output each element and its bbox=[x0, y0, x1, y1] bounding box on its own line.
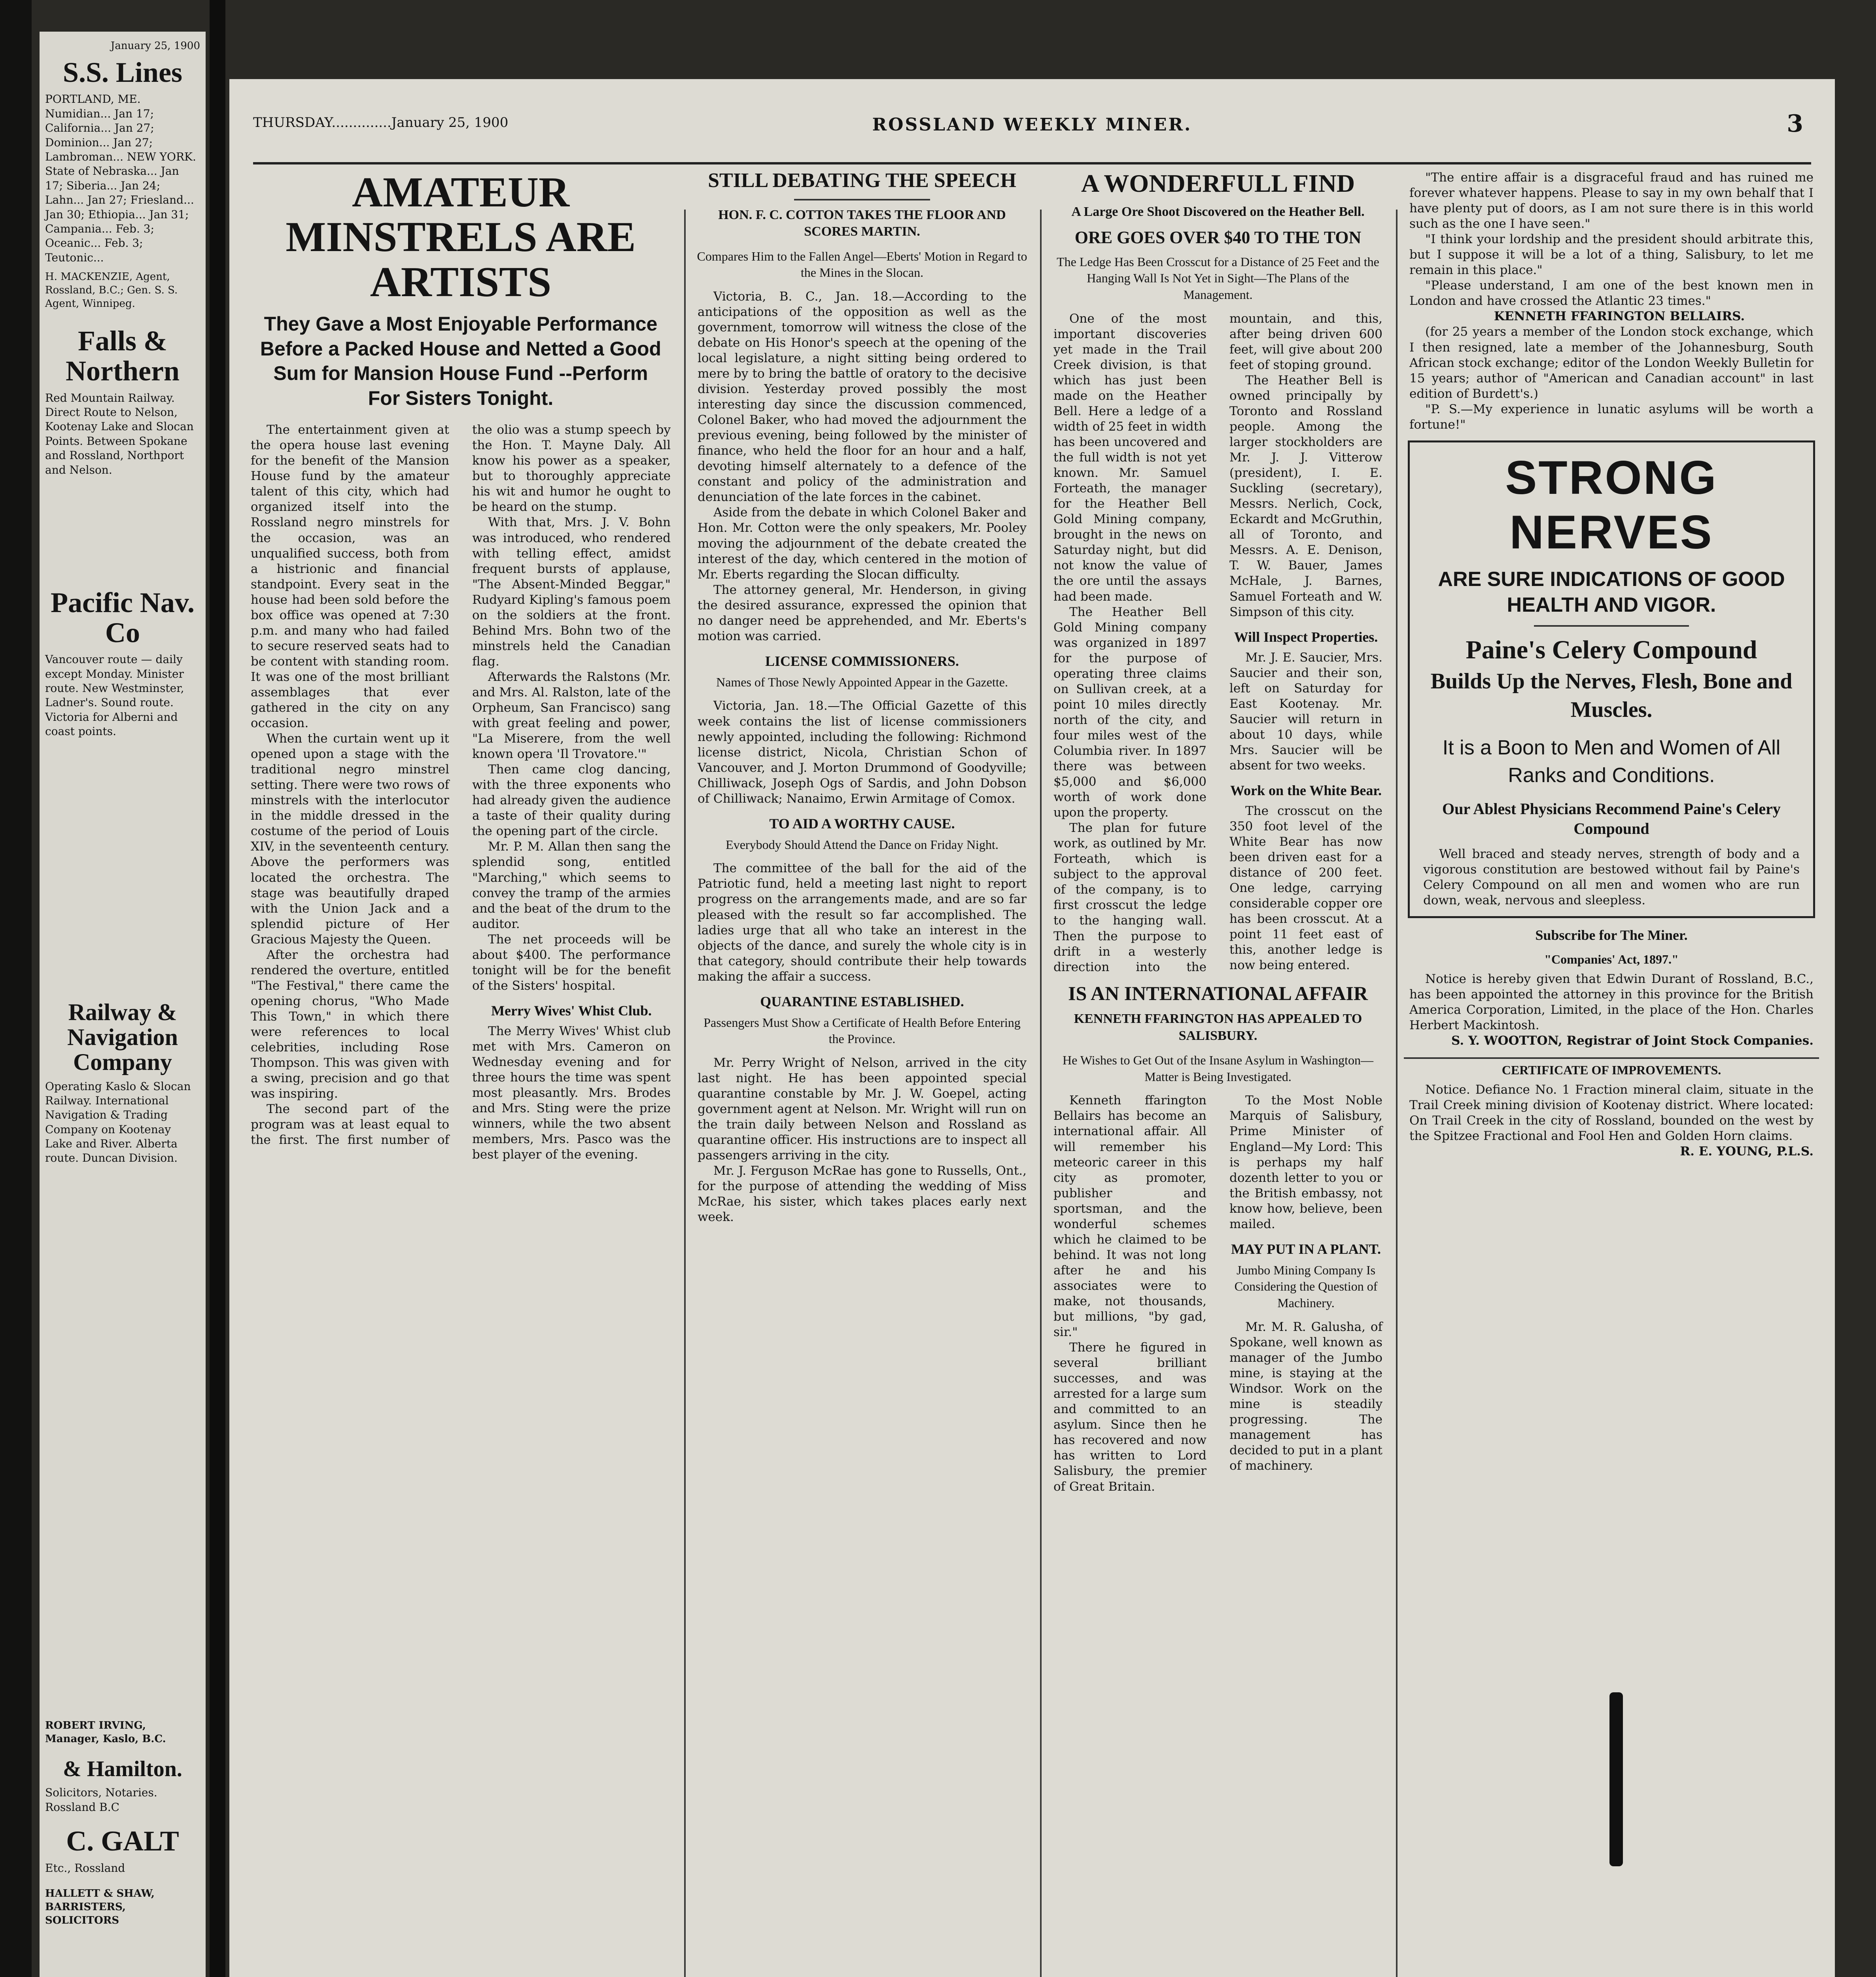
left-law-text: Solicitors, Notaries. Rossland B.C bbox=[45, 1786, 157, 1814]
subhead-inspect-properties: Will Inspect Properties. bbox=[1234, 629, 1378, 645]
masthead bbox=[253, 103, 1811, 164]
subscribe-line: Subscribe for The Miner. bbox=[1535, 927, 1688, 943]
left-page bbox=[40, 32, 206, 1977]
subhead-white-bear: Work on the White Bear. bbox=[1230, 782, 1382, 798]
article-paragraph: One of the most important discoveries yet made in the Trail Creek division, is that which has just been made on the Heather Bell. Here a ledge of a width of 25 feet in width has been uncovered and the full width is not yet known. Mr. Samuel Forteath, the manager for the Heather Bell Gold Mining company, brought in the news on Saturday night, but did not know the value of the ore until the assays had been made. bbox=[1053, 311, 1207, 604]
left-northern-head: Falls & Northern bbox=[66, 325, 180, 387]
ad-body: Well braced and steady nerves, strength of body and a vigorous constitution are bestowed without fail by Paine's Celery Compound on all men and women who are run down, weak, nervous and sleepless. bbox=[1423, 847, 1800, 907]
subhead-deck: Passengers Must Show a Certificate of Health Before Entering the Province. bbox=[704, 1015, 1021, 1046]
left-northern-text: Red Mountain Railway. Direct Route to Nelson, Kootenay Lake and Slocan Points. Between Spokane and Rossland, Northport and Nelson. bbox=[45, 391, 194, 476]
page-binding-gutter bbox=[210, 0, 225, 1977]
left-pacific-text: Vancouver route — daily except Monday. Minister route. New Westminster, Ladner's. Sound route. Victoria for Alberni and coast points. bbox=[45, 653, 184, 738]
article-deck: They Gave a Most Enjoyable Performance Before a Packed House and Netted a Good Sum for Mansion House Fund --Perform For Sisters Tonight. bbox=[260, 313, 662, 409]
article-paragraph: Mr. P. M. Allan then sang the splendid song, entitled "Marching," which seems to convey the tramp of the armies and the beat of the drum to the auditor. bbox=[472, 839, 671, 931]
article-paragraph: With that, Mrs. J. V. Bohn was introduced, who rendered with telling effect, amidst frequent bursts of applause, "The Absent-Minded Beggar," Rudyard Kipling's famous poem on the soldiers at the front. Behind Mrs. Bohn two of the minstrels held the Canadian flag. bbox=[472, 515, 671, 669]
ad-product-name: Paine's Celery Compound bbox=[1466, 635, 1757, 664]
article-paragraph: There he figured in several brilliant successes, and was arrested for a large sum and committed to an asylum. Since then he has recovered and now has written to Lord Salisbury, the premier of Great Britain. bbox=[1053, 1340, 1207, 1494]
binder-clip bbox=[1609, 1692, 1623, 1866]
column-rule bbox=[1396, 210, 1398, 1977]
article-paragraph: Afterwards the Ralstons (Mr. and Mrs. Al. Ralston, late of the Orpheum, San Francisco) sang with great feeling and power, "La Miserere, from the well known opera 'Il Trovatore.'" bbox=[472, 669, 671, 762]
article-amateur-minstrels bbox=[245, 170, 676, 1977]
article-paragraph: Then came clog dancing, with the three exponents who had already given the audience a taste of their quality during the opening part of the circle. bbox=[472, 762, 671, 839]
article-paragraph: The entertainment given at the opera house last evening for the benefit of the Mansion House fund by the amateur talent of this city, which had organized itself into the Rossland negro minstrels for the occasion, was an unqualified success, both from a histrionic and financial standpoint. Every seat in the house had been sold before the box office was opened at 7:30 p.m. and many who had failed to secure reserved seats had to be content with standing room. It was one of the most brilliant assemblages that ever gathered in the city on any occasion. bbox=[251, 423, 449, 731]
subhead-quarantine: QUARANTINE ESTABLISHED. bbox=[760, 993, 964, 1009]
left-hallett: HALLETT & SHAW, BARRISTERS, SOLICITORS bbox=[45, 1888, 155, 1926]
article-paragraph: The plan for future work, as outlined by Mr. Forteath, which is subject to the approval of the company, is to first crosscut the ledge to the hanging wall. Then the purpose to drift in a westerly direction into the mountain, and this, after being driven 600 feet, will give about 200 feet of stoping ground. bbox=[1053, 311, 1382, 974]
subhead-worthy-cause: TO AID A WORTHY CAUSE. bbox=[769, 815, 955, 832]
masthead-page-number: 3 bbox=[1787, 110, 1803, 138]
article-headline-international: IS AN INTERNATIONAL AFFAIR bbox=[1068, 982, 1368, 1004]
article-headline-secondary: ORE GOES OVER $40 TO THE TON bbox=[1074, 227, 1362, 247]
article-paragraph: Aside from the debate in which Colonel Baker and Hon. Mr. Cotton were the only speakers, Mr. Pooley moving the adjournment of the debate created the interest of the day, which centered in the motion of Mr. Eberts regarding the Slocan difficulty. bbox=[698, 505, 1027, 582]
left-irving: ROBERT IRVING, Manager, Kaslo, B.C. bbox=[45, 1719, 166, 1745]
article-paragraph: Victoria, B. C., Jan. 18.—According to the anticipations of the opposition as well as the government, tomorrow will witness the close of the debate on His Honor's speech at the opening of the local legislature, a night sitting being ordered to mere by to bring the battle of oratory to the decisive division. Yesterday proved possibly the most interesting day since the discussion commenced, Colonel Baker, who had moved the adjournment the previous evening, being followed by the minister of finance, who held the floor for an hour and a half, devoting himself alternately to a defence of the constant and policy of the administration and denunciation of the late forces in the cabinet. bbox=[698, 289, 1027, 505]
scan-edge-left bbox=[0, 0, 32, 1977]
article-paragraph: Mr. J. Ferguson McRae has gone to Russells, Ont., for the purpose of attending the wedding of Miss McRae, his sister, which takes places early next week. bbox=[698, 1164, 1027, 1225]
ad-boon: It is a Boon to Men and Women of All Ranks and Conditions. bbox=[1442, 736, 1781, 787]
article-paragraph: (for 25 years a member of the London stock exchange, which I then resigned, late a member of the Johannesburg, South African stock exchange; editor of the London Weekly Bulletin for 15 years; author of "American and Canadian account" in last edition of Burdett's.) bbox=[1409, 325, 1814, 401]
left-pacific-head: Pacific Nav. Co bbox=[51, 587, 195, 648]
article-signature: KENNETH FFARINGTON BELLAIRS. bbox=[1494, 309, 1745, 324]
article-wonderful-find bbox=[1048, 170, 1388, 1977]
masthead-date: THURSDAY..............January 25, 1900 bbox=[253, 115, 509, 130]
article-paragraph: "P. S.—My experience in lunatic asylums will be worth a fortune!" bbox=[1409, 402, 1814, 432]
article-paragraph: The Merry Wives' Whist club met with Mrs. Cameron on Wednesday evening and for three hours the time was spent most pleasantly. Mrs. Brodes and Mrs. Sting were the prize winners, while the two absent members, Mrs. Pasco was the best player of the evening. bbox=[472, 1024, 671, 1162]
article-subdeck: Compares Him to the Fallen Angel—Eberts' Motion in Regard to the Mines in the Slocan. bbox=[697, 249, 1027, 280]
article-paragraph: The Heather Bell Gold Mining company was organized in 1897 for the purpose of operating three claims on Sullivan creek, at a point 10 miles directly north of the city, and four miles west of the Columbia river. In 1897 there was between $5,000 and $6,000 worth of work done upon the property. bbox=[1053, 605, 1207, 820]
article-paragraph: The crosscut on the 350 foot level of the White Bear has now been driven east for a distance of 200 feet. One ledge, carrying considerable copper ore has been crosscut. At a point 11 feet east of this, another ledge is now being entered. bbox=[1229, 803, 1382, 973]
companies-act-body: Notice is hereby given that Edwin Durant of Rossland, B.C., has been appointed the attorney in this province for the British America Corporation, Limited, in the place of the Hon. Charles Herbert Mackintosh. bbox=[1409, 971, 1814, 1032]
subhead-deck: Everybody Should Attend the Dance on Friday Night. bbox=[726, 837, 999, 852]
article-paragraph: Victoria, Jan. 18.—The Official Gazette of this week contains the list of license commissioners newly appointed, including the following: Richmond license district, Nicola, Christian Schon of Vancouver, and J. Morton Drummond of Goodyville; Chilliwack, Joseph Ogs of Sardis, and John Dobson of Chilliwack; Nanaimo, Erwin Armitage of Comox. bbox=[698, 699, 1027, 806]
article-paragraph: The Heather Bell is owned principally by Toronto and Rossland people. Among the larger stockholders are Mr. J. J. Vitterow (president), I. E. Suckling (secretary), Messrs. Nerlich, Cock, Eckardt and McGruthin, all of Toronto, and Messrs. A. E. Denison, T. W. Bauer, James McHale, J. Barnes, Samuel Forteath and W. Simpson of this city. bbox=[1229, 373, 1382, 619]
column-rule bbox=[1040, 210, 1042, 1977]
subhead-whist-club: Merry Wives' Whist Club. bbox=[491, 1002, 652, 1019]
ad-headline: STRONG NERVES bbox=[1505, 451, 1718, 559]
article-deck: KENNETH FFARINGTON HAS APPEALED TO SALISBURY. bbox=[1074, 1011, 1362, 1043]
article-paragraph: Kenneth ffarington Bellairs has become an international affair. All will remember his meteoric career in this city as promoter, publisher and sportsman, and the wonderful schemes which he claimed to be behind. It was not long after he and his associates were to make, not thousands, but millions, "by gad, sir." bbox=[1053, 1093, 1207, 1340]
divider bbox=[794, 199, 930, 200]
certificate-head: CERTIFICATE OF IMPROVEMENTS. bbox=[1404, 1057, 1819, 1077]
article-headline: AMATEUR MINSTRELS ARE ARTISTS bbox=[286, 170, 636, 306]
article-paragraph: When the curtain went up it opened upon a stage with the traditional negro minstrel setting. There were two rows of minstrels with the interlocutor in the middle dressed in the costume of the period of Louis XIV, in the seventeenth century. Above the performers was located the orchestra. The stage was beautifully draped with the Union Jack and a splendid picture of Her Gracious Majesty the Queen. bbox=[251, 731, 449, 947]
article-subdeck: He Wishes to Get Out of the Insane Asylum in Washington—Matter is Being Investigated. bbox=[1063, 1053, 1373, 1084]
article-paragraph: To the Most Noble Marquis of Salisbury, Prime Minister of England—My Lord: This is perhaps my half dozenth letter to you or the British embassy, not know how, believe, been mailed. bbox=[1229, 1093, 1382, 1231]
article-subdeck: The Ledge Has Been Crosscut for a Distance of 25 Feet and the Hanging Wall Is Not Yet in Sight—The Plans of the Management. bbox=[1057, 254, 1379, 302]
article-paragraph: Mr. Perry Wright of Nelson, arrived in the city last night. He has been appointed special quarantine constable by Mr. J. W. Goepel, acting government agent at Nelson. Mr. Wright will run on the train daily between Nelson and Rossland as quarantine officer. His instructions are to inspect all passengers arriving in the city. bbox=[698, 1055, 1027, 1163]
divider bbox=[1534, 625, 1689, 627]
ad-product-line: Builds Up the Nerves, Flesh, Bone and Muscles. bbox=[1430, 669, 1793, 722]
certificate-signature: R. E. YOUNG, P.L.S. bbox=[1680, 1144, 1814, 1159]
left-ss-lines-text: PORTLAND, ME. Numidian... Jan 17; California... Jan 27; Dominion... Jan 27; Lambroman... NEW YORK. State of Nebraska... Jan 17; Siberia... Jan 24; Lahn... Jan 27; Friesland... Jan 30; Ethiopia... Jan 31; Campania... Feb. 3; Oceanic... Feb. 3; Teutonic... bbox=[45, 93, 196, 264]
article-paragraph: The net proceeds will be about $400. The performance tonight will be for the benefit of the Sisters' hospital. bbox=[472, 932, 671, 993]
article-deck: HON. F. C. COTTON TAKES THE FLOOR AND SCORES MARTIN. bbox=[718, 207, 1006, 239]
article-deck: A Large Ore Shoot Discovered on the Heather Bell. bbox=[1071, 204, 1365, 219]
article-paragraph: The committee of the ball for the aid of the Patriotic fund, held a meeting last night to report progress on the arrangements made, and are so far pleased with the result so far accomplished. The ladies urge that all who take an interest in the objects of the dance, and surely the whole city is in that category, should contribute their help towards making the affair a success. bbox=[698, 861, 1027, 984]
left-ss-lines-head: S.S. Lines bbox=[62, 56, 183, 88]
ad-paines-celery-compound bbox=[1408, 440, 1815, 918]
article-paragraph: Mr. M. R. Galusha, of Spokane, well known as manager of the Jumbo mine, is staying at the Windsor. Work on the mine is steadily progressing. The management has decided to put in a plant of machinery. bbox=[1229, 1319, 1382, 1473]
masthead-title: ROSSLAND WEEKLY MINER. bbox=[872, 115, 1192, 135]
article-debating-speech bbox=[692, 170, 1032, 1977]
article-headline: STILL DEBATING THE SPEECH bbox=[708, 170, 1016, 192]
article-paragraph: The second part of the program was at least equal to the first. The first number of the olio was a stump speech by the Hon. T. Mayne Daly. All know his power as a speaker, but to thoroughly appreciate his wit and humor he ought to be heard on the stump. bbox=[251, 423, 671, 1147]
article-paragraph: The attorney general, Mr. Henderson, in giving the desired assurance, expressed the opinion that no danger need be apprehended, and Mr. Eberts's motion was carried. bbox=[698, 582, 1027, 643]
article-paragraph: "The entire affair is a disgraceful fraud and has ruined me forever whatever happens. Please to say in my own behalf that I have plenty put of doors, as I am not sure there is in this world such as the one I have seen." bbox=[1409, 170, 1814, 231]
certificate-body: Notice. Defiance No. 1 Fraction mineral claim, situate in the Trail Creek mining division of Kootenay district. Where located: On Trail Creek in the city of Rossland, bounded on the west by the Spitzee Fractional and Fool Hen and Golden Horn claims. bbox=[1409, 1082, 1814, 1143]
article-paragraph: After the orchestra had rendered the overture, entitled "The Festival," there came the opening chorus, "Who Made This Town," in which there were references to local celebrities, including Rose Thompson. This was given with a swing, precision and go that was inspiring. bbox=[251, 947, 449, 1101]
left-law-head: & Hamilton. bbox=[63, 1757, 182, 1782]
companies-act-signature: S. Y. WOOTTON, Registrar of Joint Stock Companies. bbox=[1451, 1033, 1814, 1048]
subhead-deck: Names of Those Newly Appointed Appear in the Gazette. bbox=[716, 675, 1008, 689]
left-agent-text: H. MACKENZIE, Agent, Rossland, B.C.; Gen. S. S. Agent, Winnipeg. bbox=[45, 271, 178, 310]
left-date: January 25, 1900 bbox=[110, 40, 200, 52]
left-navigation-head: Railway & Navigation Company bbox=[67, 999, 178, 1075]
main-page bbox=[229, 79, 1835, 1977]
ad-recommend: Our Ablest Physicians Recommend Paine's Celery Compound bbox=[1442, 799, 1781, 837]
article-paragraph: "I think your lordship and the president should arbitrate this, but I suppose it will be a lot of a thing, Salisbury, to let me remain in this place." bbox=[1409, 232, 1814, 278]
article-paragraph: "Please understand, I am one of the best known men in London and have crossed the Atlantic 23 times." bbox=[1409, 278, 1814, 308]
left-galt-text: Etc., Rossland bbox=[45, 1861, 125, 1875]
left-navigation-text: Operating Kaslo & Slocan Railway. International Navigation & Trading Company on Kootenay Lake and River. Alberta route. Duncan Division. bbox=[45, 1079, 191, 1165]
article-headline: A WONDERFULL FIND bbox=[1081, 170, 1355, 197]
article-paragraph: Mr. J. E. Saucier, Mrs. Saucier and their son, left on Saturday for East Kootenay. Mr. Saucier will return in about 10 days, while Mrs. Saucier will be absent for two weeks. bbox=[1229, 650, 1382, 773]
column-rule bbox=[684, 210, 686, 1977]
left-galt-head: C. GALT bbox=[66, 1825, 179, 1857]
subhead-deck: Jumbo Mining Company Is Considering the Question of Machinery. bbox=[1234, 1263, 1378, 1310]
subhead-plant: MAY PUT IN A PLANT. bbox=[1231, 1241, 1381, 1257]
ad-subhead: ARE SURE INDICATIONS OF GOOD HEALTH AND VIGOR. bbox=[1438, 567, 1785, 616]
subhead-license-commissioners: LICENSE COMMISSIONERS. bbox=[765, 653, 959, 669]
companies-act-head: "Companies' Act, 1897." bbox=[1544, 952, 1679, 966]
